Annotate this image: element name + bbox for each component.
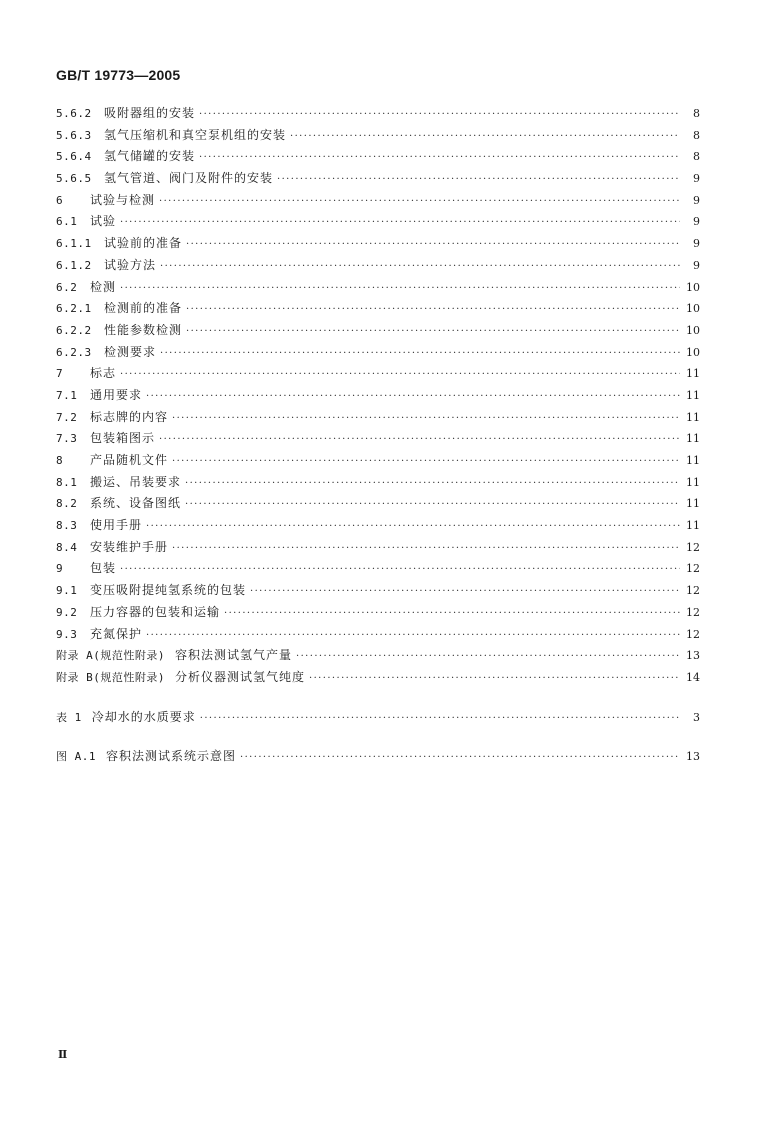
toc-entry[interactable] <box>56 473 700 495</box>
spacer <box>56 729 700 747</box>
toc-entry[interactable] <box>56 516 700 538</box>
toc-entry-number: 9.2 <box>56 605 78 619</box>
toc-leader-dots <box>159 196 680 207</box>
toc-entry-title: 氢气压缩机和真空泵机组的安装 <box>104 127 287 142</box>
toc-entry-title: 安装维护手册 <box>90 539 169 554</box>
table-list-entry[interactable] <box>56 708 700 730</box>
toc-leader-dots <box>200 713 680 724</box>
toc-leader-dots <box>172 456 680 467</box>
toc-leader-dots <box>199 152 680 163</box>
toc-leader-dots <box>120 217 680 228</box>
toc-leader-dots <box>224 608 680 619</box>
toc-entry-page: 13 <box>686 750 700 764</box>
toc-entry-page: 11 <box>686 432 700 446</box>
toc-entry-title: 检测前的准备 <box>104 301 183 316</box>
toc-entry-title: 变压吸附提纯氢系统的包装 <box>90 583 247 598</box>
toc-leader-dots <box>199 109 680 120</box>
toc-entry-number: 6.2.1 <box>56 302 92 316</box>
toc-entry-title: 分析仪器测试氢气纯度 <box>175 669 306 684</box>
toc-entry-number: 5.6.2 <box>56 107 92 120</box>
toc-entry-page: 12 <box>686 540 700 554</box>
toc-entry-number: 6.2.3 <box>56 345 92 359</box>
toc-entry-number: 7 <box>56 367 64 381</box>
toc-entry-page: 11 <box>686 410 700 424</box>
toc-entry-title: 压力容器的包装和运输 <box>90 604 221 619</box>
toc-entry-page: 11 <box>686 367 700 381</box>
toc-entry[interactable] <box>56 104 700 126</box>
toc-entry[interactable] <box>56 191 700 213</box>
toc-entry-number: 6.1.1 <box>56 237 92 251</box>
toc-leader-dots <box>186 326 680 337</box>
toc-entry-number: 6.2 <box>56 280 78 294</box>
toc-entry-number: 附录 A(规范性附录) <box>56 649 165 663</box>
toc-entry-number: 9 <box>56 562 64 576</box>
toc-entry-title: 使用手册 <box>90 518 143 533</box>
toc-entry-page: 13 <box>686 649 700 663</box>
toc-entry[interactable] <box>56 494 700 516</box>
toc-leader-dots <box>250 586 680 597</box>
spacer <box>56 690 700 708</box>
toc-entry[interactable] <box>56 234 700 256</box>
toc-leader-dots <box>309 673 680 684</box>
toc-leader-dots <box>185 478 680 489</box>
toc-entry-title: 试验 <box>90 214 117 229</box>
toc-entry[interactable] <box>56 559 700 581</box>
toc-entry-title: 系统、设备图纸 <box>90 496 182 511</box>
toc-entry-page: 12 <box>686 605 700 619</box>
toc-entry[interactable] <box>56 429 700 451</box>
toc-leader-dots <box>146 521 680 532</box>
toc-entry-title: 充氮保护 <box>90 626 143 641</box>
toc-entry-title: 搬运、吊装要求 <box>90 474 182 489</box>
toc-entry-page: 10 <box>686 323 700 337</box>
toc-entry-page: 14 <box>686 670 700 684</box>
toc-entry[interactable] <box>56 169 700 191</box>
toc-entry-page: 10 <box>686 280 700 294</box>
toc-entry-number: 8 <box>56 454 64 467</box>
toc-leader-dots <box>160 348 680 359</box>
toc-entry-number: 6.2.2 <box>56 323 92 337</box>
toc-entry-title: 包装箱图示 <box>90 431 156 446</box>
toc-entry-number: 7.3 <box>56 432 78 446</box>
toc-entry-number: 5.6.3 <box>56 128 92 142</box>
toc-entry-page: 11 <box>686 388 700 402</box>
toc-entry-number: 6 <box>56 193 64 207</box>
toc-entry[interactable] <box>56 278 700 300</box>
toc-entry[interactable] <box>56 256 700 278</box>
toc-entry-title: 氢气储罐的安装 <box>104 149 196 164</box>
toc-entry-number: 9.1 <box>56 584 78 598</box>
toc-leader-dots <box>240 752 680 763</box>
toc-entry-title: 包装 <box>90 561 117 576</box>
toc-entry-number: 5.6.4 <box>56 150 92 164</box>
toc-entry[interactable] <box>56 386 700 408</box>
toc-entry-title: 冷却水的水质要求 <box>91 709 196 724</box>
table-of-contents <box>56 104 700 769</box>
toc-entry-page: 12 <box>686 627 700 641</box>
toc-leader-dots <box>146 391 680 402</box>
toc-entry-page: 12 <box>686 584 700 598</box>
toc-leader-dots <box>146 630 680 641</box>
toc-entry-title: 标志 <box>90 366 117 381</box>
toc-entry-number: 7.2 <box>56 410 78 424</box>
toc-entry-page: 10 <box>686 302 700 316</box>
toc-entry-number: 9.3 <box>56 627 78 641</box>
toc-entry-page: 9 <box>693 193 700 207</box>
toc-entry-title: 检测 <box>90 279 117 294</box>
toc-figures-list <box>56 747 700 769</box>
toc-entry-title: 检测要求 <box>104 344 157 359</box>
toc-leader-dots <box>185 499 680 510</box>
toc-entry-number: 8.3 <box>56 519 78 533</box>
toc-entry-title: 标志牌的内容 <box>90 409 169 424</box>
toc-entry-number: 8.2 <box>56 497 78 511</box>
toc-entry-page: 12 <box>686 562 700 576</box>
toc-entry[interactable] <box>56 126 700 148</box>
toc-leader-dots <box>186 239 680 250</box>
toc-entry[interactable] <box>56 321 700 343</box>
toc-entry-title: 试验前的准备 <box>104 236 183 251</box>
toc-main-list <box>56 104 700 690</box>
toc-entry[interactable] <box>56 147 700 169</box>
toc-entry-title: 吸附器组的安装 <box>104 106 196 120</box>
toc-entry-title: 通用要求 <box>90 387 143 402</box>
toc-entry-number: 表 1 <box>56 710 82 724</box>
toc-entry[interactable] <box>56 451 700 473</box>
toc-entry-title: 试验与检测 <box>90 192 156 207</box>
toc-entry-number: 5.6.5 <box>56 172 92 186</box>
toc-entry-page: 9 <box>693 172 700 186</box>
toc-entry-title: 产品随机文件 <box>90 453 169 467</box>
toc-leader-dots <box>172 543 680 554</box>
toc-entry-page: 8 <box>693 150 700 164</box>
toc-entry[interactable] <box>56 299 700 321</box>
toc-entry-number: 8.4 <box>56 540 78 554</box>
toc-entry[interactable] <box>56 603 700 625</box>
toc-entry[interactable] <box>56 646 700 668</box>
toc-entry-number: 图 A.1 <box>56 750 96 764</box>
toc-entry-title: 性能参数检测 <box>104 322 183 337</box>
toc-entry-number: 6.1 <box>56 215 78 229</box>
toc-entry-title: 容积法测试系统示意图 <box>106 749 237 764</box>
page-number: Ⅱ <box>58 1048 68 1061</box>
toc-leader-dots <box>290 131 680 142</box>
toc-entry-page: 11 <box>686 475 700 489</box>
toc-entry-page: 9 <box>693 215 700 229</box>
toc-entry-page: 11 <box>686 519 700 533</box>
toc-leader-dots <box>277 174 680 185</box>
toc-leader-dots <box>296 651 680 662</box>
toc-entry[interactable] <box>56 212 700 234</box>
toc-entry-number: 7.1 <box>56 388 78 402</box>
toc-entry-page: 11 <box>686 454 700 467</box>
toc-entry[interactable] <box>56 581 700 603</box>
toc-entry-number: 8.1 <box>56 475 78 489</box>
toc-tables-list <box>56 708 700 730</box>
toc-leader-dots <box>120 369 680 380</box>
toc-entry[interactable] <box>56 343 700 365</box>
toc-entry[interactable] <box>56 625 700 647</box>
figure-list-entry[interactable] <box>56 747 700 769</box>
toc-leader-dots <box>160 261 680 272</box>
toc-entry-page: 8 <box>693 107 700 120</box>
toc-leader-dots <box>159 434 680 445</box>
toc-entry-page: 9 <box>693 258 700 272</box>
toc-entry-number: 附录 B(规范性附录) <box>56 670 165 684</box>
toc-entry-title: 容积法测试氢气产量 <box>175 648 293 663</box>
toc-entry-page: 9 <box>693 237 700 251</box>
toc-entry[interactable] <box>56 538 700 560</box>
toc-leader-dots <box>172 413 680 424</box>
toc-leader-dots <box>186 304 680 315</box>
toc-entry-page: 3 <box>693 710 700 724</box>
toc-entry-page: 8 <box>693 128 700 142</box>
toc-leader-dots <box>120 283 680 294</box>
toc-entry-page: 10 <box>686 345 700 359</box>
toc-leader-dots <box>120 564 680 575</box>
toc-entry[interactable] <box>56 364 700 386</box>
toc-entry[interactable] <box>56 408 700 430</box>
toc-entry-title: 试验方法 <box>104 257 157 272</box>
toc-entry-page: 11 <box>686 497 700 511</box>
toc-entry[interactable] <box>56 668 700 690</box>
toc-entry-title: 氢气管道、阀门及附件的安装 <box>104 171 274 186</box>
standard-code-header: GB/T 19773—2005 <box>56 67 181 83</box>
toc-entry-number: 6.1.2 <box>56 258 92 272</box>
